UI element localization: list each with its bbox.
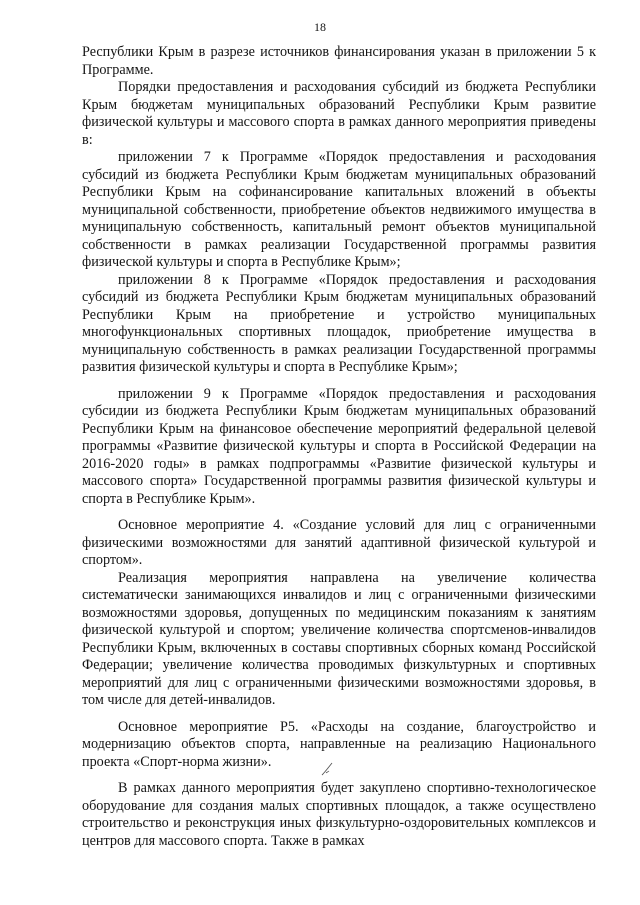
paragraph-appendix-8: приложении 8 к Программе «Порядок предоставления и расходования субсидий из бюджета Республики Крым бюджетам муниципальных образований Республики Крым на приобретение и устройство муниципальных многофункциональных спортивных площадок, приобретение имущества в муниципальную собственность в рамках реализации Государственной программы развития физической культуры и спорта в Республике Крым»;: [82, 271, 596, 375]
paragraph-subsidy-procedures: Порядки предоставления и расходования субсидий из бюджета Республики Крым бюджетам муниципальных образований Республики Крым развитие физической культуры и массового спорта в рамках данного мероприятия приведены в:: [82, 79, 596, 148]
pen-mark-icon: [318, 760, 336, 778]
paragraph-activity-implementation: Реализация мероприятия направлена на увеличение количества систематически занимающихся инвалидов и лиц с ограниченными физическими возможностями здоровья, допущенных по медицинским показаниям к занятиям физической культурой и спортом; увеличение количества спортсменов-инвалидов Республики Крым, включенных в составы спортивных сборных команд Российской Федерации; увеличение количества проводимых физкультурных и спортивных мероприятий для лиц с ограниченными физическими возможностями здоровья, в том числе для детей-инвалидов.: [82, 569, 596, 708]
paragraph-equipment-purchase: В рамках данного мероприятия будет закуплено спортивно-технологическое оборудование для создания малых спортивных площадок, а также осуществлено строительство и реконструкция иных физкультурно-оздоровительных комплексов и центров для массового спорта. Также в рамках: [82, 780, 596, 849]
page-number: 18: [314, 20, 326, 34]
paragraph-appendix-7: приложении 7 к Программе «Порядок предоставления и расходования субсидий из бюджета Республики Крым бюджетам муниципальных образований Республики Крым на софинансирование капитальных вложений в объекты муниципальной собственности, приобретение объектов недвижимого имущества в муниципальную собственность, капитальный ремонт объектов муниципальной собственности в рамках реализации Государственной программы развития физической культуры и спорта в Республике Крым»;: [82, 149, 596, 270]
paragraph-appendix-9: приложении 9 к Программе «Порядок предоставления и расходования субсидии из бюджета Республики Крым бюджетам муниципальных образований Республики Крым на финансовое обеспечение мероприятий федеральной целевой программы «Развитие физической культуры и спорта в Российской Федерации на 2016-2020 годы» в рамках подпрограммы «Развитие физической культуры и массового спорта» Государственной программы развития физической культуры и спорта в Республике Крым».: [82, 385, 596, 507]
document-body: [82, 44, 596, 850]
paragraph-main-activity-4: Основное мероприятие 4. «Создание условий для лиц с ограниченными физическими возможностями для занятий адаптивной физической культурой и спортом».: [82, 517, 596, 568]
paragraph-main-activity-p5: Основное мероприятие Р5. «Расходы на создание, благоустройство и модернизацию объектов спорта, направленные на реализацию Национального проекта «Спорт-норма жизни».: [82, 718, 596, 770]
paragraph-continuation: Республики Крым в разрезе источников финансирования указан в приложении 5 к Программе.: [82, 44, 596, 78]
